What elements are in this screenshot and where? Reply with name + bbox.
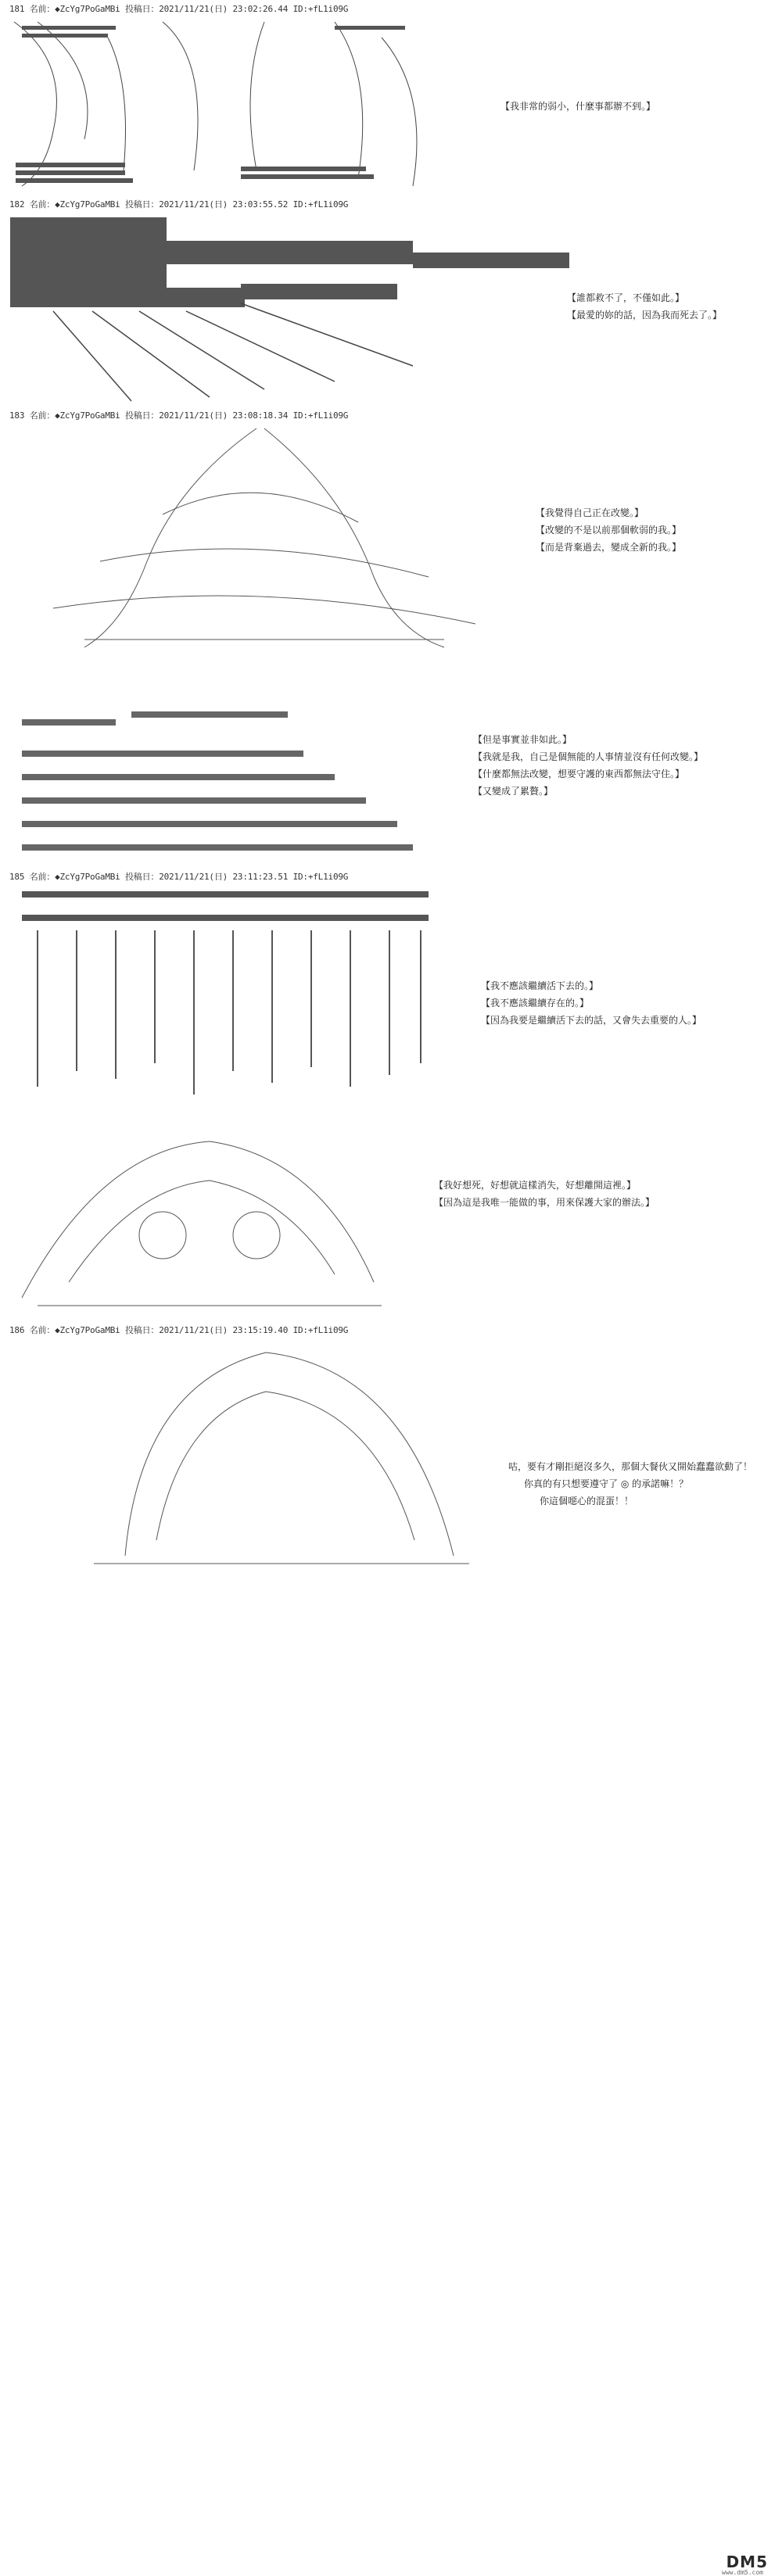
ascii-art-panel [6, 680, 444, 860]
site-url: www.dm5.com [722, 2569, 763, 2576]
dialog-line: 【我不應該繼續存在的。】 [481, 998, 590, 1009]
dialog-box [473, 731, 703, 800]
post-181 [0, 0, 782, 195]
dialog-box [536, 504, 681, 556]
dialog-line: 【改變的不是以前那個軟弱的我。】 [536, 525, 682, 536]
ascii-art-drawing [6, 680, 444, 860]
post-186 [0, 1321, 782, 2576]
dialog-line: 【我非常的弱小，什麼事都辦不到。】 [500, 101, 656, 112]
dialog-line: 【我覺得自己正在改變。】 [536, 507, 644, 518]
dialog-line: 你這個噁心的混蛋！！ [540, 1496, 634, 1507]
ascii-art-panel [6, 883, 452, 1102]
dialog-line: 【又變成了累贅。】 [473, 786, 554, 797]
dialog-line: 【而是背棄過去，變成全新的我。】 [536, 542, 682, 553]
dialog-line: 【我不應該繼續活下去的。】 [481, 980, 599, 991]
dialog-line: 咕，要有才剛拒絕沒多久，那個大餐伙又開始蠢蠢欲動了！ [508, 1461, 753, 1472]
dialog-line: 【但是事實並非如此。】 [473, 734, 572, 745]
post-185 [0, 868, 782, 1110]
ascii-art-panel [6, 421, 507, 655]
ascii-art-panel [78, 1337, 485, 1571]
ascii-art-drawing [6, 883, 452, 1102]
dialog-box [508, 1458, 752, 1510]
ascii-art-panel [6, 1126, 397, 1313]
dialog-box [500, 98, 655, 115]
dialog-line: 【誰都救不了，不僅如此。】 [567, 292, 685, 303]
dialog-line: 【最愛的妳的話，因為我而死去了。】 [567, 310, 723, 321]
post-header: 182 名前：◆ZcYg7PoGaMBi 投稿日：2021/11/21(日) 23:03:55.52 ID:+fL1i09G [9, 199, 349, 210]
dialog-line: 【我就是我，自己是個無能的人事情並沒有任何改變。】 [473, 751, 704, 762]
ascii-art-drawing [6, 421, 507, 655]
post-184 [0, 657, 782, 868]
dialog-box [481, 977, 701, 1029]
post-183 [0, 407, 782, 657]
dialog-box [567, 289, 722, 324]
ascii-art-drawing [6, 1126, 397, 1313]
dialog-line: 【因為我要是繼續活下去的話，又會失去重要的人。】 [481, 1015, 702, 1026]
dialog-line: 你真的有只想要遵守了 ◎ 的承諾嘛！？ [524, 1478, 689, 1489]
post-185b [0, 1110, 782, 1321]
post-header: 181 名前：◆ZcYg7PoGaMBi 投稿日：2021/11/21(日) 23:02:26.44 ID:+fL1i09G [9, 4, 349, 14]
dialog-box [434, 1177, 655, 1211]
post-182 [0, 195, 782, 407]
ascii-art-panel [6, 210, 569, 405]
dialog-line: 【什麼都無法改變，想要守護的東西都無法守住。】 [473, 769, 685, 779]
ascii-art-drawing [78, 1337, 485, 1571]
ascii-art-panel [6, 14, 444, 190]
post-header: 186 名前：◆ZcYg7PoGaMBi 投稿日：2021/11/21(日) 23:15:19.40 ID:+fL1i09G [9, 1325, 349, 1335]
ascii-art-drawing [6, 210, 569, 405]
post-header: 185 名前：◆ZcYg7PoGaMBi 投稿日：2021/11/21(日) 23:11:23.51 ID:+fL1i09G [9, 872, 349, 882]
site-logo: DM5 [726, 2553, 768, 2571]
dialog-line: 【因為這是我唯一能做的事，用來保護大家的辦法。】 [434, 1197, 655, 1208]
dialog-line: 【我好想死，好想就這樣消失，好想離開這裡。】 [434, 1180, 637, 1191]
ascii-art-drawing [6, 14, 444, 190]
post-header: 183 名前：◆ZcYg7PoGaMBi 投稿日：2021/11/21(日) 23:08:18.34 ID:+fL1i09G [9, 410, 349, 421]
